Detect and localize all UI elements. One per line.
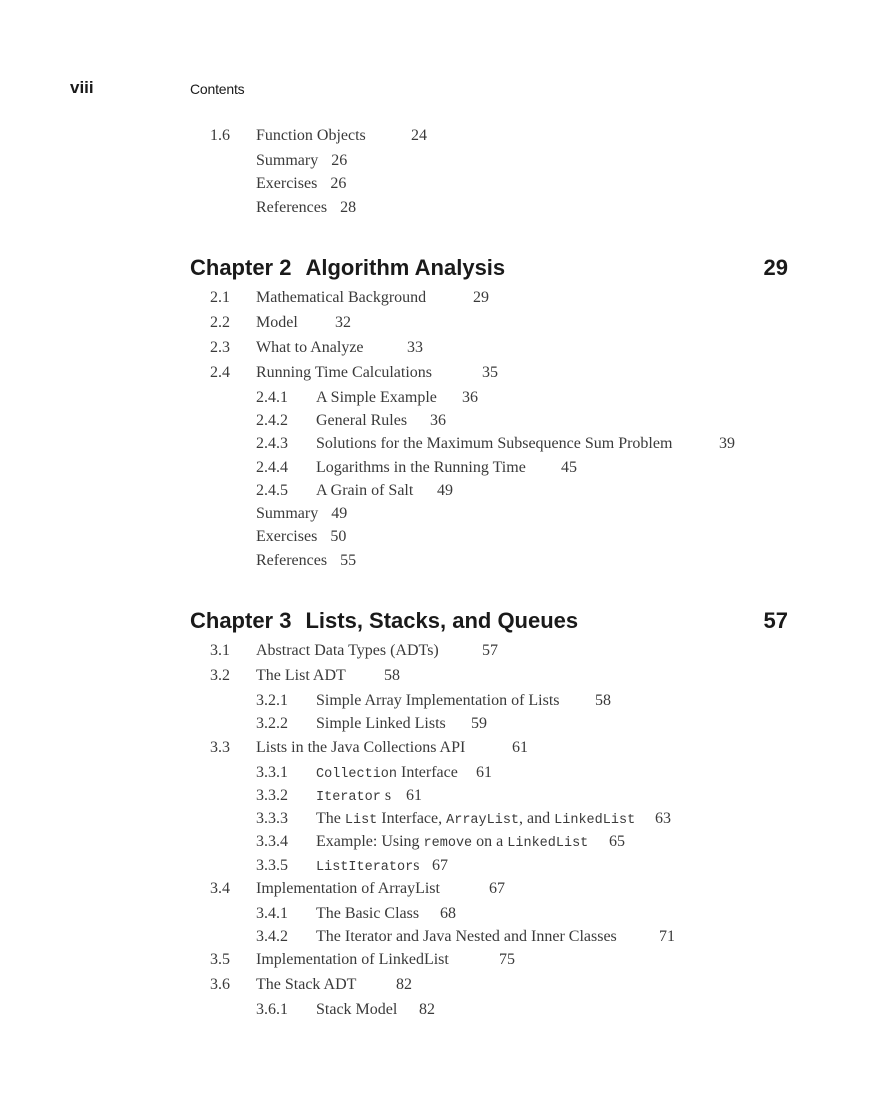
toc-entry-2-3[interactable]: [210, 338, 423, 358]
page-number: 28: [340, 199, 357, 216]
page-number: 24: [411, 127, 427, 144]
section-number: 3.4.2: [256, 928, 288, 945]
toc-entry-exercises[interactable]: [256, 527, 346, 547]
toc-entry-summary[interactable]: [256, 151, 347, 171]
page-number: 71: [659, 928, 675, 945]
page-number: 49: [331, 505, 348, 522]
page-number: 33: [407, 339, 423, 356]
section-title: Collection Interface: [316, 764, 458, 782]
section-title: Model: [256, 314, 298, 331]
toc-entry-1-6[interactable]: [210, 126, 427, 146]
chapter-page-number: 57: [763, 608, 788, 633]
section-title: What to Analyze: [256, 339, 364, 356]
toc-entry-references[interactable]: [256, 551, 356, 571]
toc-entry-3-3[interactable]: [210, 738, 528, 758]
page-number: 26: [330, 175, 347, 192]
section-title: General Rules: [316, 412, 408, 429]
code-term: ArrayList: [446, 813, 520, 828]
page-number: 82: [419, 1001, 435, 1018]
toc-entry-3-2[interactable]: [210, 666, 400, 686]
section-number: 2.4.2: [256, 412, 288, 429]
section-title: The Iterator and Java Nested and Inner Classes: [316, 928, 617, 945]
section-title: Exercises: [256, 175, 318, 192]
section-title: Mathematical Background: [256, 289, 427, 306]
page-number: 65: [609, 833, 625, 850]
code-term: ListIterator: [316, 860, 414, 875]
code-term: List: [344, 813, 378, 828]
section-number: 1.6: [210, 127, 230, 144]
section-number: 3.3.4: [256, 833, 288, 850]
section-number: 3.3.3: [256, 810, 288, 827]
page-number: 82: [396, 976, 412, 993]
section-number: 3.5: [210, 951, 230, 968]
chapter-2-heading[interactable]: [190, 255, 788, 281]
page-number: 63: [655, 810, 671, 827]
page-number: 75: [499, 951, 515, 968]
toc-entry-2-4-5[interactable]: [256, 481, 453, 501]
section-title: Logarithms in the Running Time: [316, 459, 526, 476]
toc-entry-3-1[interactable]: [210, 641, 498, 661]
section-number: 2.4.5: [256, 482, 288, 499]
page-number: 68: [440, 905, 456, 922]
section-number: 3.4: [210, 880, 230, 897]
code-term: remove: [423, 836, 473, 851]
page-number: 45: [561, 459, 577, 476]
section-title: The Basic Class: [316, 905, 420, 922]
section-number: 3.3: [210, 739, 230, 756]
section-title: The List Interface, ArrayList, and LinkedList: [316, 810, 636, 828]
section-title: Abstract Data Types (ADTs): [256, 642, 439, 659]
chapter-title: Algorithm Analysis: [305, 255, 506, 280]
toc-entry-2-4[interactable]: [210, 363, 498, 383]
section-title: Lists in the Java Collections API: [256, 739, 466, 756]
toc-entry-3-2-2[interactable]: [256, 714, 487, 734]
section-title: Summary: [256, 152, 319, 169]
toc-entry-3-3-2[interactable]: [256, 786, 422, 806]
section-number: 3.6.1: [256, 1001, 288, 1018]
page-number: 57: [482, 642, 498, 659]
page-number: 29: [473, 289, 489, 306]
page-number: 35: [482, 364, 498, 381]
section-number: 2.4: [210, 364, 230, 381]
page-number: 58: [595, 692, 611, 709]
page-number: 67: [432, 857, 448, 874]
section-number: 2.1: [210, 289, 230, 306]
section-title: Stack Model: [316, 1001, 398, 1018]
toc-entry-3-4[interactable]: [210, 879, 505, 899]
code-term: LinkedList: [554, 813, 636, 828]
page-number: 58: [384, 667, 400, 684]
toc-entry-3-3-5[interactable]: [256, 856, 448, 876]
toc-entry-3-6[interactable]: [210, 975, 412, 995]
page-number: 36: [462, 389, 478, 406]
page-number: 59: [471, 715, 487, 732]
section-title: Simple Linked Lists: [316, 715, 446, 732]
section-title: References: [256, 552, 328, 569]
section-title: A Grain of Salt: [316, 482, 414, 499]
toc-entry-3-4-2[interactable]: [256, 927, 675, 947]
section-number: 3.3.1: [256, 764, 288, 781]
page-number: 49: [437, 482, 453, 499]
toc-entry-3-5[interactable]: [210, 950, 515, 970]
section-number: 3.3.2: [256, 787, 288, 804]
section-title: Summary: [256, 505, 319, 522]
running-head: Contents: [190, 81, 245, 97]
page-number: 55: [340, 552, 357, 569]
toc-entry-2-4-4[interactable]: [256, 458, 577, 478]
section-title: Simple Array Implementation of Lists: [316, 692, 560, 709]
section-number: 2.4.4: [256, 459, 288, 476]
section-number: 2.4.3: [256, 435, 288, 452]
section-number: 3.4.1: [256, 905, 288, 922]
page-number: 61: [512, 739, 528, 756]
page-number: 61: [476, 764, 492, 781]
page-folio: viii: [70, 78, 94, 97]
chapter-title: Lists, Stacks, and Queues: [305, 608, 579, 633]
toc-entry-2-4-3[interactable]: [256, 434, 735, 454]
toc-entry-summary[interactable]: [256, 504, 347, 524]
page-number: 61: [406, 787, 422, 804]
section-title: Example: Using remove on a LinkedList: [316, 833, 589, 851]
chapter-label: Chapter 2: [190, 255, 292, 280]
section-title: Running Time Calculations: [256, 364, 433, 381]
section-title: Implementation of LinkedList: [256, 951, 449, 968]
toc-entry-3-3-1[interactable]: [256, 763, 492, 783]
toc-entry-3-3-4[interactable]: [256, 832, 625, 852]
section-number: 3.2.2: [256, 715, 288, 732]
code-term: Collection: [316, 767, 398, 782]
section-number: 2.4.1: [256, 389, 288, 406]
section-title: ListIterators: [316, 857, 420, 875]
page-number: 26: [331, 152, 348, 169]
page-number: 50: [330, 528, 347, 545]
section-number: 3.2: [210, 667, 230, 684]
page-number: 67: [489, 880, 505, 897]
page-number: 32: [335, 314, 351, 331]
section-number: 3.6: [210, 976, 230, 993]
chapter-3-heading[interactable]: [190, 608, 788, 634]
toc-entry-2-4-1[interactable]: [256, 388, 478, 408]
section-title: Iterator s: [316, 787, 392, 805]
toc-entry-3-4-1[interactable]: [256, 904, 456, 924]
section-title: A Simple Example: [316, 389, 437, 406]
toc-entry-3-2-1[interactable]: [256, 691, 611, 711]
page-number: 36: [430, 412, 446, 429]
chapter-page-number: 29: [763, 255, 788, 280]
toc-entry-2-1[interactable]: [210, 288, 489, 308]
toc-entry-2-4-2[interactable]: [256, 411, 446, 431]
section-number: 3.3.5: [256, 857, 288, 874]
section-number: 2.2: [210, 314, 230, 331]
section-title: The Stack ADT: [256, 976, 357, 993]
toc-entry-2-2[interactable]: [210, 313, 351, 333]
section-number: 3.2.1: [256, 692, 288, 709]
section-title: The List ADT: [256, 667, 346, 684]
section-number: 2.3: [210, 339, 230, 356]
section-title: Implementation of ArrayList: [256, 880, 440, 897]
toc-entry-3-3-3[interactable]: [256, 809, 671, 829]
toc-entry-references[interactable]: [256, 198, 356, 218]
page-number: 39: [719, 435, 735, 452]
section-title: References: [256, 199, 328, 216]
section-title: Solutions for the Maximum Subsequence Sum Problem: [316, 435, 673, 452]
toc-entry-3-6-1[interactable]: [256, 1000, 435, 1020]
section-number: 3.1: [210, 642, 230, 659]
toc-entry-exercises[interactable]: [256, 174, 346, 194]
code-term: Iterator: [316, 790, 381, 805]
section-title: Function Objects: [256, 127, 366, 144]
code-term: LinkedList: [507, 836, 589, 851]
chapter-label: Chapter 3: [190, 608, 292, 633]
section-title: Exercises: [256, 528, 318, 545]
